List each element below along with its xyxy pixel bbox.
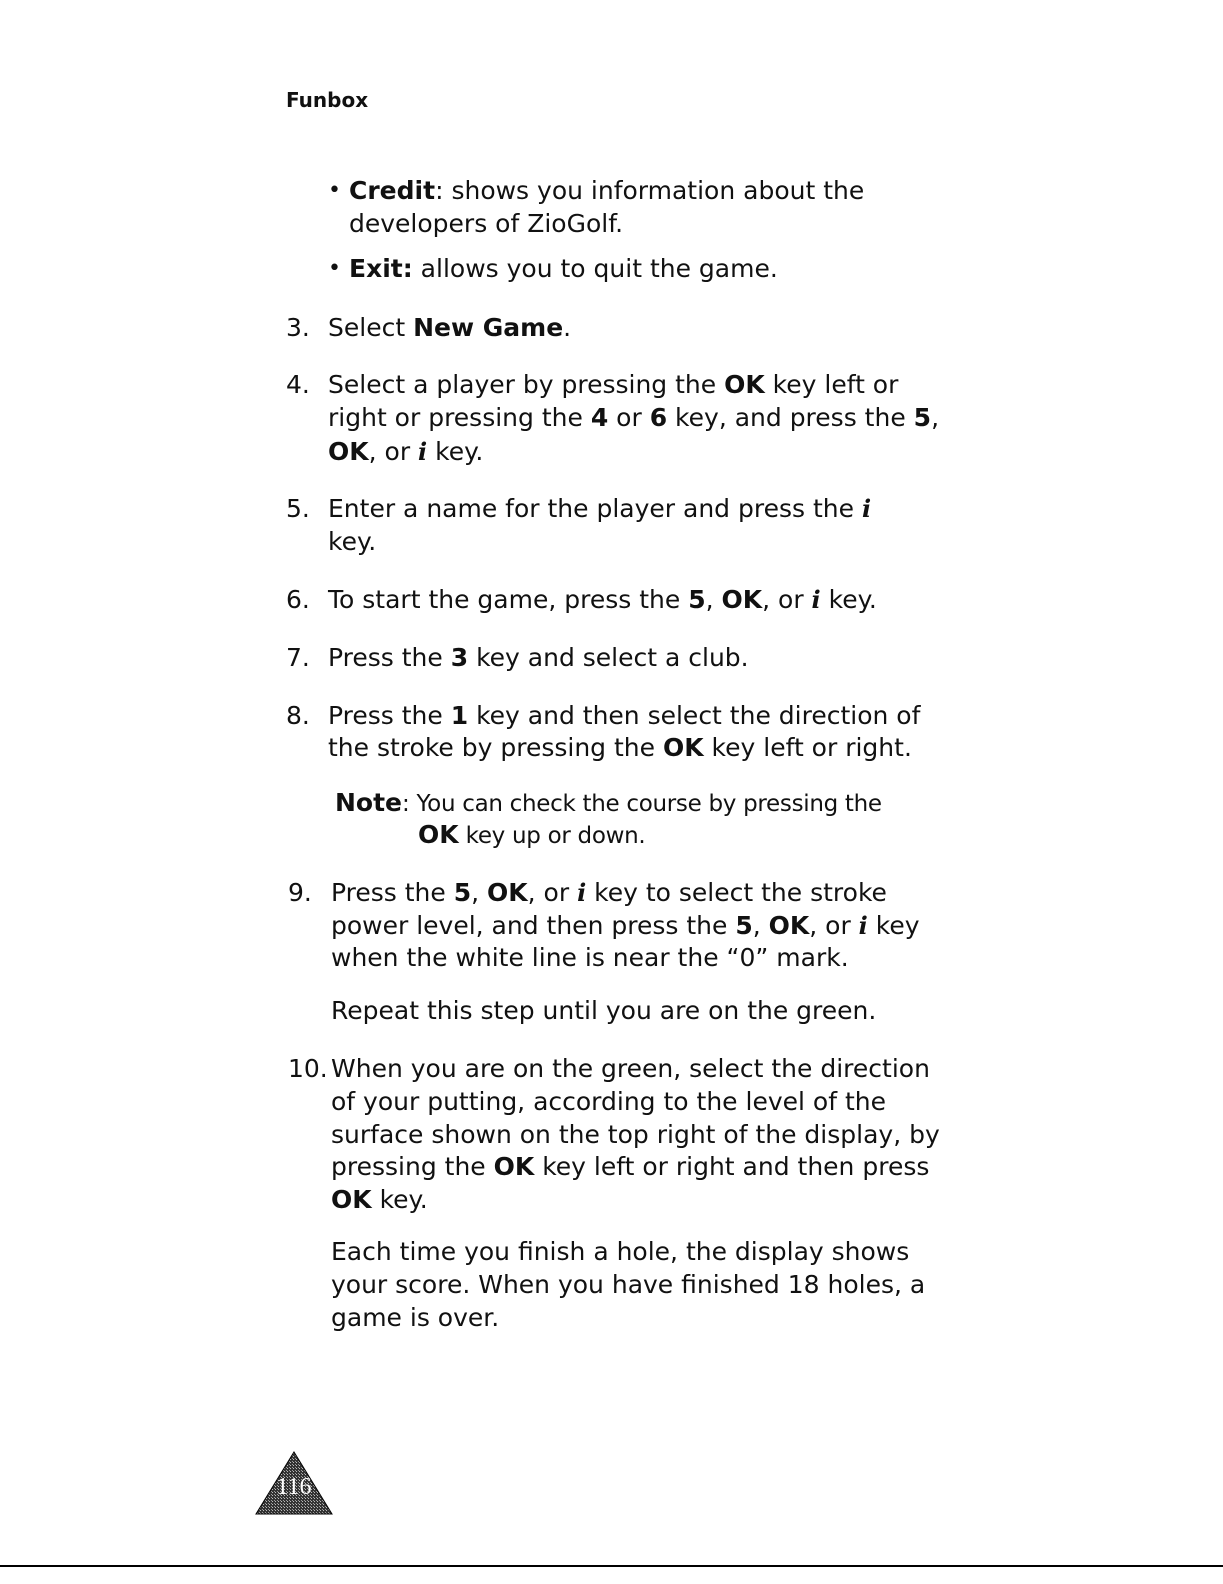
step-8-line-1: Press the 1 key and then select the direction of [328,701,921,730]
step-number: 5. [286,494,310,523]
i-key-icon: i [861,494,872,523]
bottom-rule [0,1565,1223,1567]
note-line-2: OK key up or down. [418,820,646,849]
step-4-line-1: Select a player by pressing the OK key left or [328,370,899,399]
bullet-exit: Exit: allows you to quit the game. [349,254,778,283]
step-10-line-2: of your putting, according to the level of the [331,1087,886,1116]
i-key-icon: i [811,585,821,614]
bullet-credit-cont: developers of ZioGolf. [349,209,624,238]
i-key-icon: i [858,911,868,940]
step-number: 8. [286,701,310,730]
step-10-line-4: pressing the OK key left or right and then press [331,1152,930,1181]
step-number: 10. [288,1054,328,1083]
step-10-line-1: When you are on the green, select the direction [331,1054,930,1083]
section-header: Funbox [286,88,369,112]
step-9-line-2: power level, and then press the 5, OK, or i key [331,911,920,940]
step-10-para-line-2: your score. When you have finished 18 holes, a [331,1270,926,1299]
step-9-repeat: Repeat this step until you are on the green. [331,996,877,1025]
i-key-icon: i [577,878,587,907]
step-7: Press the 3 key and select a club. [328,643,749,672]
step-number: 6. [286,585,310,614]
step-10-line-3: surface shown on the top right of the display, by [331,1120,940,1149]
bullet-dot: • [328,178,341,203]
page-number: 116 [276,1474,312,1500]
note-line-1: Note: You can check the course by pressing the [335,788,882,817]
step-3: Select New Game. [328,313,572,342]
step-10-para-line-1: Each time you finish a hole, the display shows [331,1237,910,1266]
bullet-credit: Credit: shows you information about the [349,176,865,205]
step-10-line-5: OK key. [331,1185,428,1214]
step-number: 3. [286,313,310,342]
step-4-line-2: right or pressing the 4 or 6 key, and press the 5, [328,403,940,432]
step-9-line-1: Press the 5, OK, or i key to select the stroke [331,878,887,907]
step-number: 7. [286,643,310,672]
step-6: To start the game, press the 5, OK, or i key. [328,585,877,614]
step-10-para-line-3: game is over. [331,1303,500,1332]
step-4-line-3: OK, or i key. [328,437,484,466]
step-number: 9. [288,878,312,907]
step-9-line-3: when the white line is near the “0” mark. [331,943,849,972]
bullet-dot: • [328,256,341,281]
step-5-line-1: Enter a name for the player and press the i [328,494,872,523]
i-key-icon: i [418,437,428,466]
step-8-line-2: the stroke by pressing the OK key left or right. [328,733,912,762]
step-number: 4. [286,370,310,399]
step-5-line-2: key. [328,527,377,556]
